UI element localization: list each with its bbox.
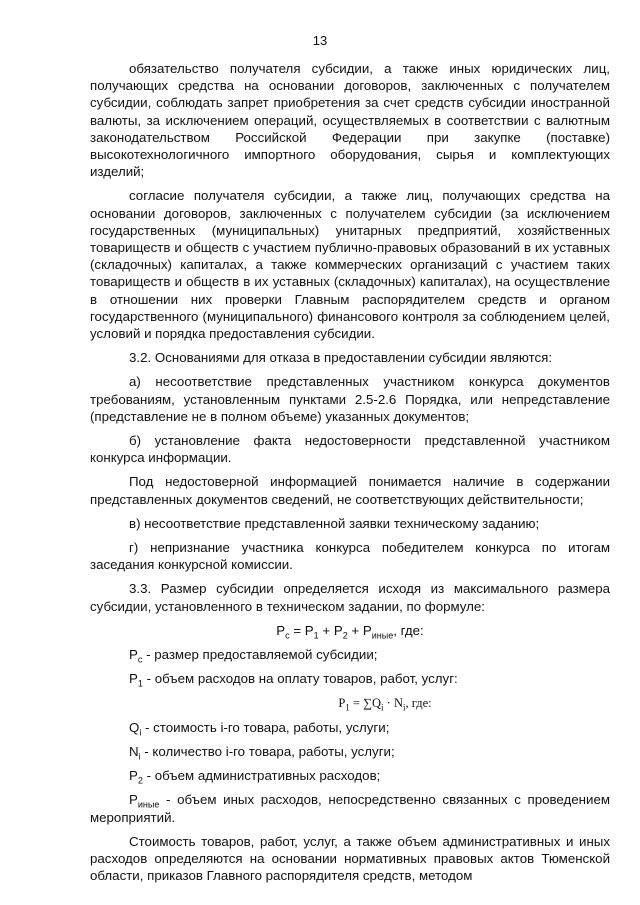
definition-qi: $Q_i$ - стоимость i-го товара, работы, услуги; [129,719,390,738]
formula-subsidy-total: $P_с = P_1 + P_2 + P_{иные}$, где: [276,622,424,641]
paragraph-3-2: 3.2. Основаниями для отказа в предоставлении субсидии являются: [129,350,553,366]
paragraph-consent: согласие получателя субсидии, а также лиц, получающих средства на основании договоров, заключенных с получателем субсидии (за исключением государственных (муниципальных) унитарных предприятий, хозяйственных товариществ и обществ с участием публично-правовых образований в их уставных (складочных) капиталах, а также коммерческих организаций с участием таких товариществ и обществ в их уставных (складочных) капиталах), на осуществление в отношении них проверки Главным распорядителем средств и органом государственного (муниципального) финансового контроля за соблюдением целей, условий и порядка предоставления субсидии. [90,188,610,342]
definition-p2: $P_2$ - объем административных расходов; [129,768,381,786]
paragraph-cost-basis: Стоимость товаров, работ, услуг, а также объем административных и иных расходов определяются на основании нормативных правовых актов Тюменской области, приказов Главного распорядителя средств, методом [90,833,610,884]
paragraph-3-2-a: а) несоответствие представленных участником конкурса документов требованиям, установленным пунктами 2.5-2.6 Порядка, или непредставление (представление не в полном объеме) указанных документов; [90,374,610,424]
paragraph-false-info: Под недостоверной информацией понимается наличие в содержании представленных документов сведений, не соответствующих действительности; [90,474,610,507]
document-body [90,60,610,891]
definition-ni: $N_i$ - количество i-го товара, работы, услуги; [129,743,395,762]
formula-p1-sum: $P_1 = \sum Q_i \cdot N_i$, где: [338,695,432,712]
definition-p1: $P_1$ - объем расходов на оплату товаров, работ, услуг: [129,671,458,689]
paragraph-3-2-g: г) непризнание участника конкурса победителем конкурса по итогам заседания конкурсной комиссии. [90,540,610,573]
definition-pc: $P_с$ - размер предоставляемой субсидии; [129,647,378,665]
page-number: 13 [312,33,328,48]
paragraph-3-3: 3.3. Размер субсидии определяется исходя из максимального размера субсидии, установленного в техническом задании, по формуле: [90,581,610,614]
paragraph-3-2-v: в) несоответствие представленной заявки техническому заданию; [129,515,540,531]
paragraph-obligation: обязательство получателя субсидии, а также иных юридических лиц, получающих средства на основании договоров, заключенных с получателем субсидии, соблюдать запрет приобретения за счет средств субсидии иностранной валюты, за исключением операций, осуществляемых в соответствии с валютным законодательством Российской Федерации при закупке (поставке) высокотехнологичного импортного оборудования, сырья и комплектующих изделий; [90,61,610,180]
definition-p-other: $P_{иные}$ - объем иных расходов, непосредственно связанных с проведением мероприятий. [90,792,610,825]
paragraph-3-2-b: б) установление факта недостоверности представленной участником конкурса информации. [90,433,610,466]
